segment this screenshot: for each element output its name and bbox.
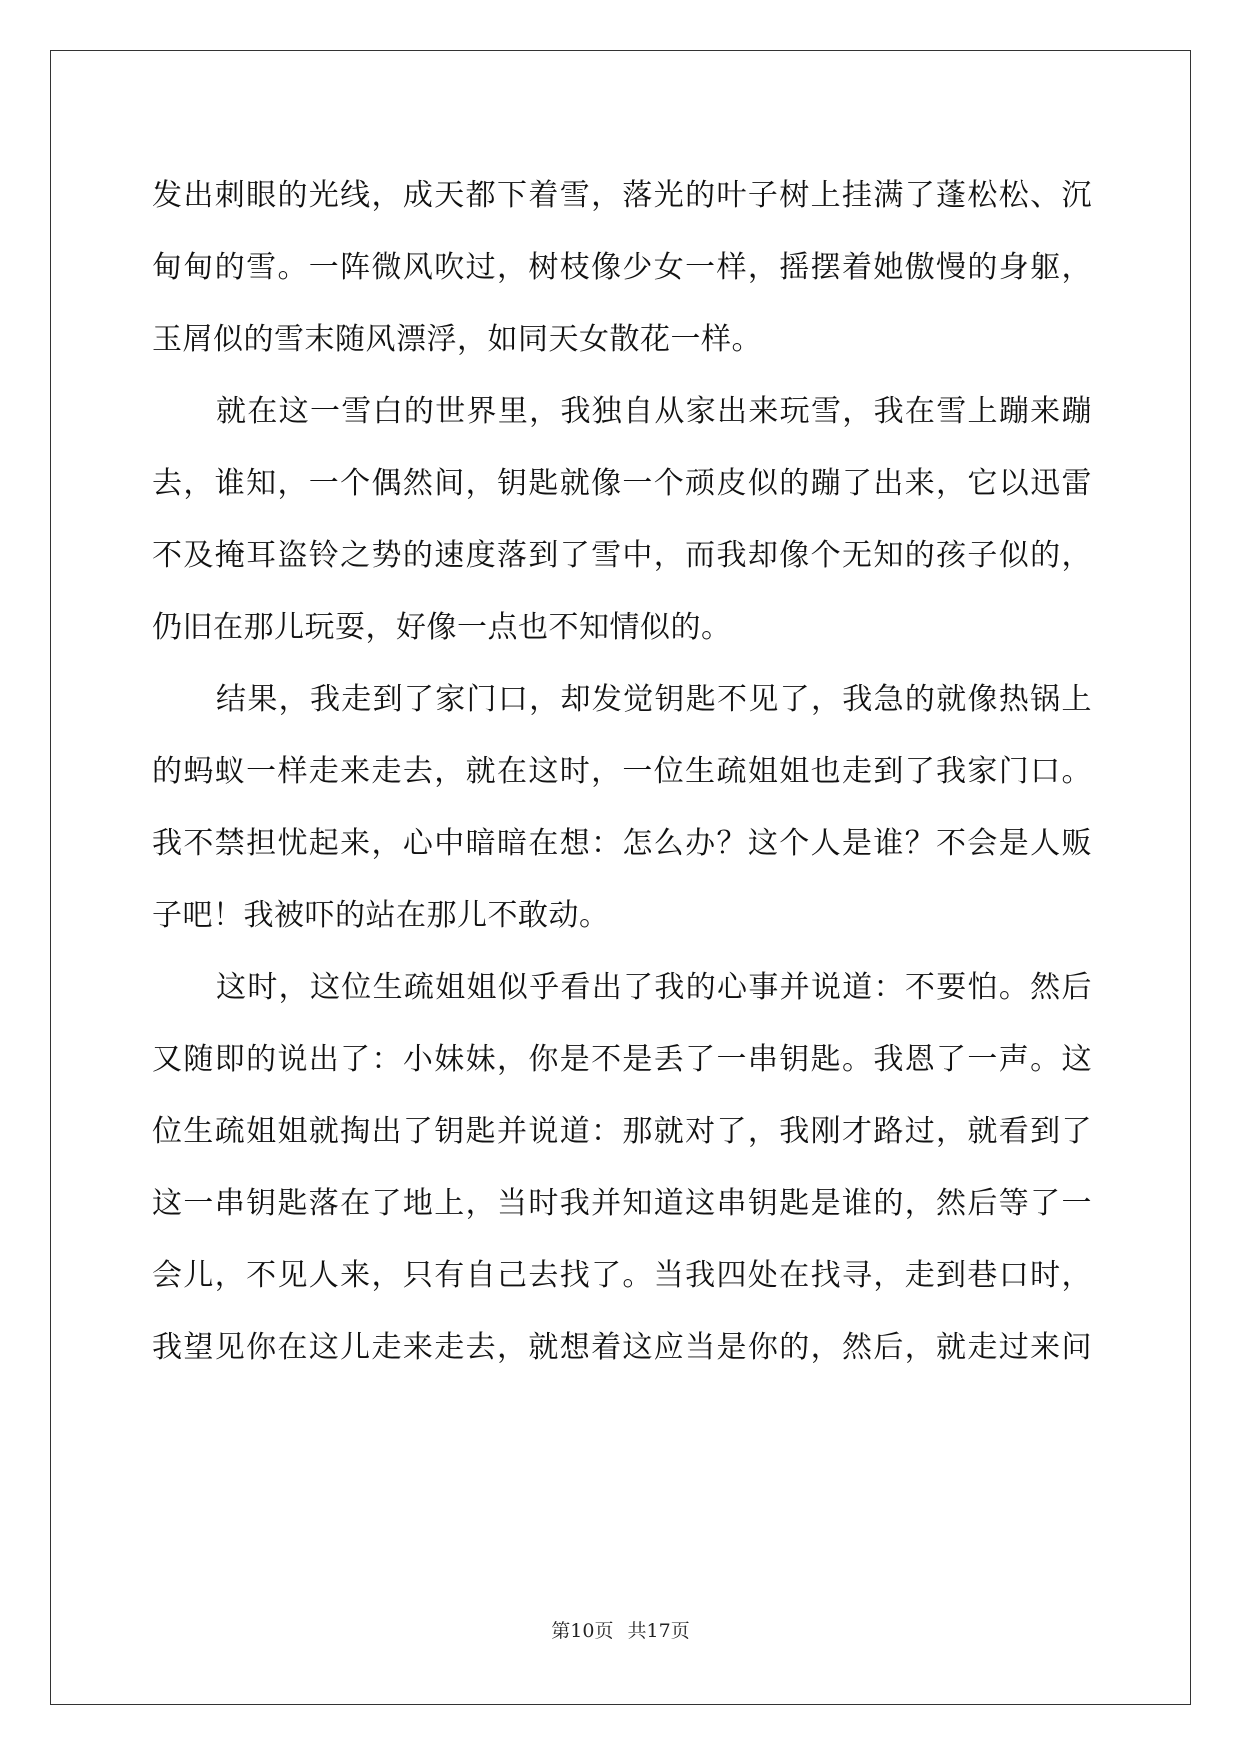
text-line: 我不禁担忧起来，心中暗暗在想：怎么办？这个人是谁？不会是人贩 bbox=[152, 826, 1092, 861]
page-total: 共17页 bbox=[627, 1620, 690, 1642]
text-line: 玉屑似的雪末随风漂浮，如同天女散花一样。 bbox=[152, 322, 762, 357]
page-footer bbox=[0, 1616, 1241, 1643]
document-body bbox=[152, 160, 1092, 1384]
text-line: 发出刺眼的光线，成天都下着雪，落光的叶子树上挂满了蓬松松、沉 bbox=[152, 178, 1092, 213]
text-line: 又随即的说出了：小妹妹，你是不是丢了一串钥匙。我恩了一声。这 bbox=[152, 1042, 1092, 1077]
text-line: 位生疏姐姐就掏出了钥匙并说道：那就对了，我刚才路过，就看到了 bbox=[152, 1114, 1092, 1149]
text-line: 我望见你在这儿走来走去，就想着这应当是你的，然后，就走过来问 bbox=[152, 1330, 1092, 1365]
page-number: 第10页 bbox=[551, 1620, 614, 1642]
text-line: 甸甸的雪。一阵微风吹过，树枝像少女一样，摇摆着她傲慢的身躯， bbox=[152, 250, 1092, 285]
text-line: 这一串钥匙落在了地上，当时我并知道这串钥匙是谁的，然后等了一 bbox=[152, 1186, 1092, 1221]
text-line: 这时，这位生疏姐姐似乎看出了我的心事并说道：不要怕。然后 bbox=[216, 970, 1092, 1005]
text-line: 仍旧在那儿玩耍，好像一点也不知情似的。 bbox=[152, 610, 732, 645]
text-line: 就在这一雪白的世界里，我独自从家出来玩雪，我在雪上蹦来蹦 bbox=[216, 394, 1092, 429]
text-line: 结果，我走到了家门口，却发觉钥匙不见了，我急的就像热锅上 bbox=[216, 682, 1092, 717]
text-line: 会儿，不见人来，只有自己去找了。当我四处在找寻，走到巷口时， bbox=[152, 1258, 1092, 1293]
text-line: 去，谁知，一个偶然间，钥匙就像一个顽皮似的蹦了出来，它以迅雷 bbox=[152, 466, 1092, 501]
text-line: 子吧！我被吓的站在那儿不敢动。 bbox=[152, 898, 610, 933]
text-line: 的蚂蚁一样走来走去，就在这时，一位生疏姐姐也走到了我家门口。 bbox=[152, 754, 1092, 789]
text-line: 不及掩耳盗铃之势的速度落到了雪中，而我却像个无知的孩子似的， bbox=[152, 538, 1092, 573]
